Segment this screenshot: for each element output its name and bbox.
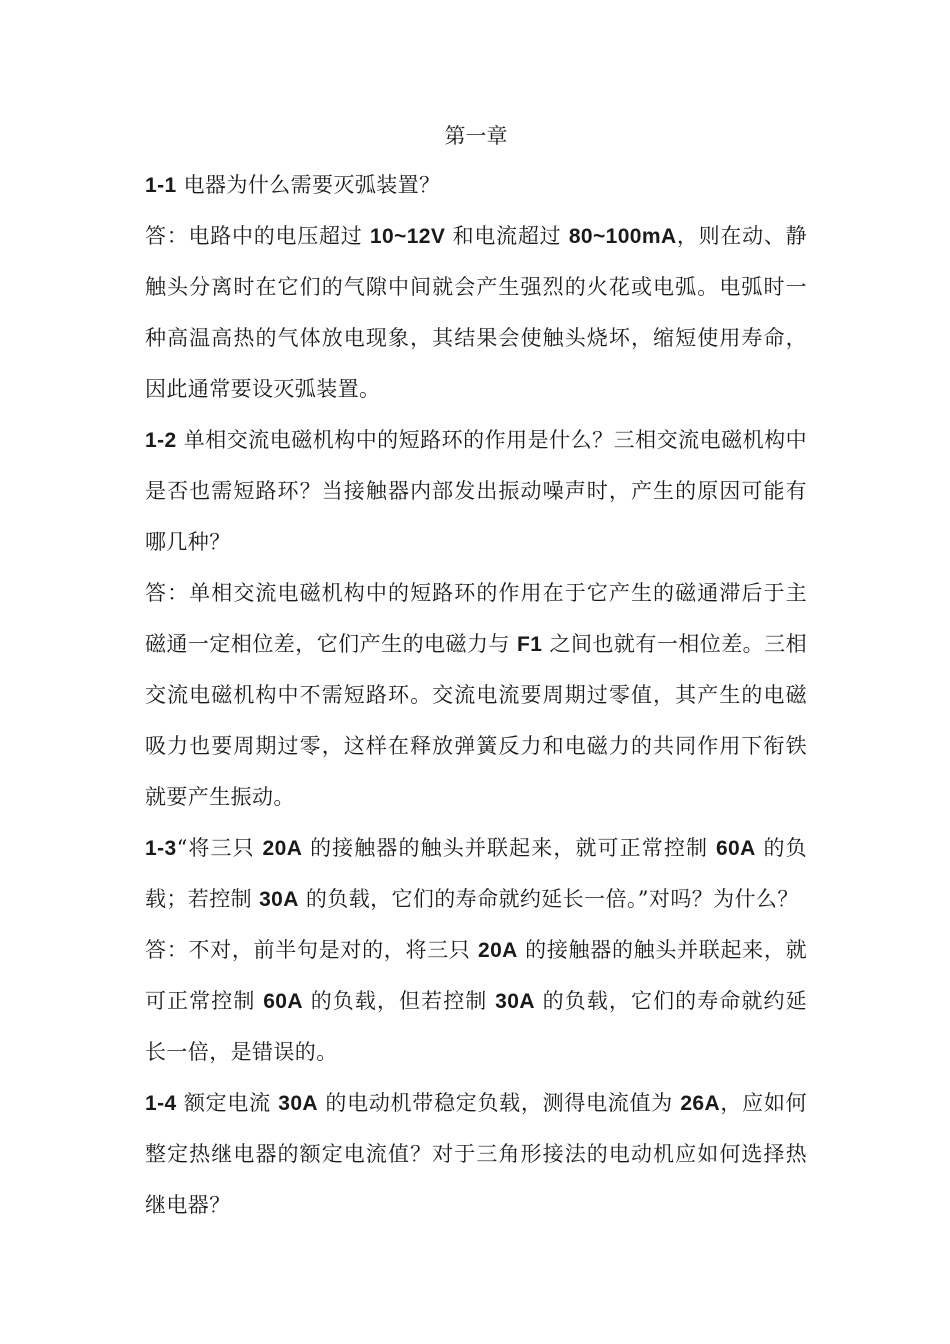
- bold-text: 1-3: [145, 837, 177, 860]
- bold-text: 26A: [680, 1092, 721, 1115]
- bold-text: 30A: [278, 1092, 318, 1115]
- text-segment: ，则在动、静触头分离时在它们的气隙中间就会产生强烈的火花或电弧。电弧时一种高温高热的气体放电现象，其结果会使触头烧坏，缩短使用寿命，因此通常要设灭弧装置。: [145, 224, 807, 401]
- text-segment: 和电流超过: [445, 224, 569, 248]
- bold-text: 80~100mA: [568, 225, 677, 248]
- answer-paragraph: [145, 925, 807, 1078]
- text-segment: 额定电流: [176, 1091, 279, 1115]
- bold-text: F1: [517, 633, 543, 656]
- text-segment: 的接触器的触头并联起来，就可正常控制: [145, 938, 808, 1013]
- bold-text: 20A: [478, 939, 518, 962]
- text-segment: “将三只: [176, 836, 263, 860]
- text-segment: 的负载，但若控制: [302, 989, 496, 1013]
- bold-text: 30A: [495, 990, 535, 1013]
- text-segment: 的电动机带稳定负载，测得电流值为: [317, 1091, 681, 1115]
- answer-paragraph: [145, 211, 807, 415]
- text-segment: 的负载；若控制: [145, 836, 807, 911]
- bold-text: 1-1: [145, 174, 177, 197]
- bold-text: 30A: [259, 888, 299, 911]
- document-page: [145, 112, 807, 1231]
- bold-text: 1-2: [145, 429, 177, 452]
- text-segment: 的负载，它们的寿命就约延长一倍。”对吗？为什么？: [298, 887, 799, 911]
- answer-paragraph: [145, 568, 807, 823]
- text-segment: 的接触器的触头并联起来，就可正常控制: [302, 836, 716, 860]
- bold-text: 60A: [263, 990, 303, 1013]
- text-segment: 答：电路中的电压超过: [145, 224, 370, 248]
- question-paragraph: [145, 823, 807, 925]
- question-paragraph: [145, 415, 807, 568]
- text-segment: 之间也就有一相位差。三相交流电磁机构中不需短路环。交流电流要周期过零值，其产生的电磁吸力也要周期过零，这样在释放弹簧反力和电磁力的共同作用下衔铁就要产生振动。: [145, 632, 808, 809]
- text-segment: ，应如何整定热继电器的额定电流值？对于三角形接法的电动机应如何选择热继电器？: [145, 1091, 807, 1217]
- bold-text: 60A: [715, 837, 756, 860]
- chapter-title: 第一章: [444, 124, 508, 148]
- document-body: [145, 160, 807, 1231]
- bold-text: 20A: [262, 837, 303, 860]
- question-paragraph: [145, 1078, 807, 1231]
- text-segment: 答：不对，前半句是对的，将三只: [145, 938, 478, 962]
- bold-text: 10~12V: [369, 225, 446, 248]
- text-segment: 单相交流电磁机构中的短路环的作用是什么？三相交流电磁机构中是否也需短路环？当接触器内部发出振动噪声时，产生的原因可能有哪几种？: [145, 428, 807, 554]
- bold-text: 1-4: [145, 1092, 177, 1115]
- text-segment: 电器为什么需要灭弧装置？: [176, 173, 441, 197]
- text-segment: 答：单相交流电磁机构中的短路环的作用在于它产生的磁通滞后于主磁通一定相位差，它们产生的电磁力与: [145, 581, 807, 656]
- question-paragraph: [145, 160, 807, 211]
- text-segment: 的负载，它们的寿命就约延长一倍，是错误的。: [145, 989, 808, 1064]
